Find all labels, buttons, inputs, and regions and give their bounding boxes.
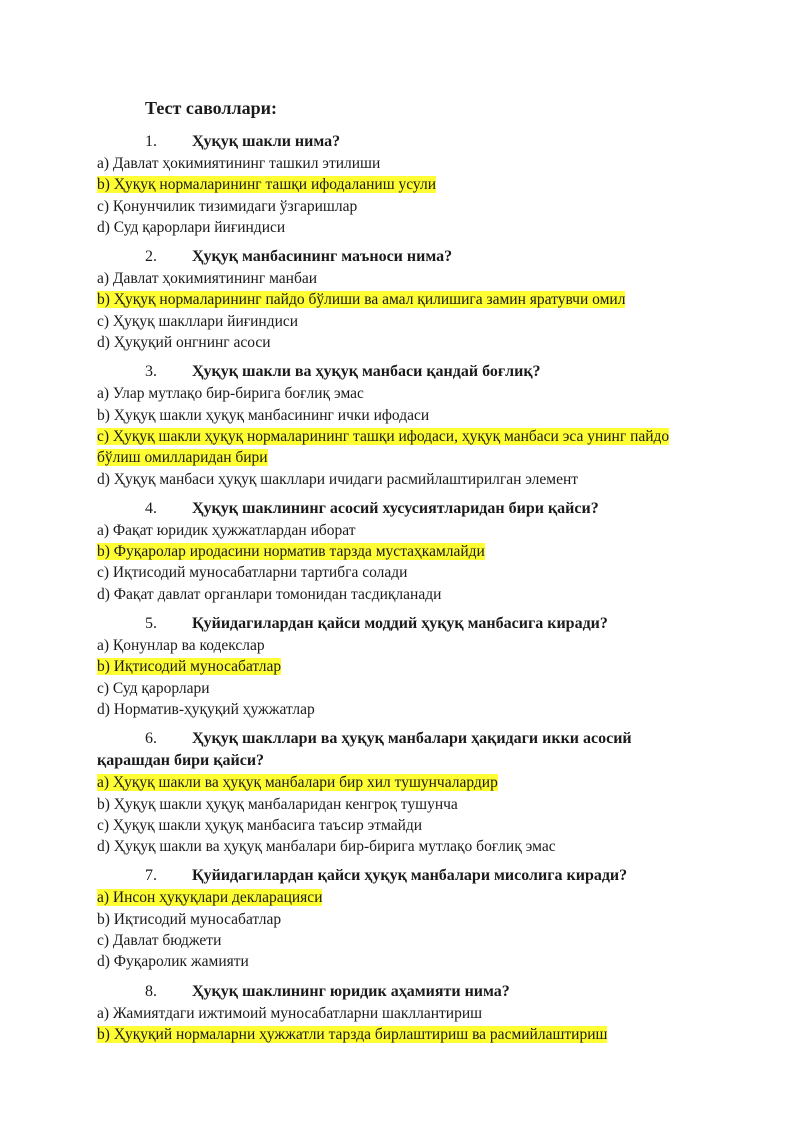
question-text: Ҳуқуқ шаклининг асосий хусусиятларидан бири қайси?	[192, 499, 599, 517]
answer-text: a) Жамиятдаги ижтимоий муносабатларни шакллантириш	[97, 1004, 483, 1022]
question-text: Ҳуқуқ шакли ва ҳуқуқ манбаси қандай боғлиқ?	[192, 363, 541, 381]
answer-option	[97, 196, 707, 217]
answer-text: b) Ҳуқуқий нормаларни ҳужжатли тарзда бирлаштириш ва расмийлаштириш	[97, 1025, 608, 1043]
answer-option-highlighted	[97, 772, 707, 793]
answer-text: d) Ҳуқуқий онгнинг асоси	[97, 334, 271, 352]
answer-text: c) Давлат бюджети	[97, 932, 222, 950]
answer-text: b) Ҳуқуқ шакли ҳуқуқ манбасининг ички ифодаси	[97, 406, 430, 424]
question-number: 4.	[145, 499, 157, 517]
answer-option-highlighted	[97, 887, 707, 908]
answer-text: d) Норматив-ҳуқуқий ҳужжатлар	[97, 700, 315, 718]
page-title: Тест саволлари:	[145, 98, 278, 118]
answer-text: a) Улар мутлақо бир-бирига боғлиқ эмас	[97, 385, 364, 403]
answer-option	[97, 311, 707, 332]
question-heading	[97, 246, 707, 268]
answer-option	[97, 469, 707, 490]
answer-option-highlighted	[97, 656, 707, 677]
answer-text: c) Ҳуқуқ шакли ҳуқуқ манбасига таъсир этмайди	[97, 816, 423, 834]
question-block	[97, 981, 707, 1046]
answer-option	[97, 268, 707, 289]
answer-text: a) Давлат ҳокимиятининг ташкил этилиши	[97, 155, 381, 172]
answer-text: d) Ҳуқуқ шакли ва ҳуқуқ манбалари бир-бирига мутлақо боғлиқ эмас	[97, 838, 556, 856]
question-heading	[97, 361, 707, 383]
question-text: Ҳуқуқ манбасининг маъноси нима?	[192, 248, 453, 266]
question-number: 7.	[145, 867, 157, 885]
answer-option	[97, 815, 707, 836]
answer-option-highlighted	[97, 289, 707, 310]
question-text: Ҳуқуқ шаклининг юридик аҳамияти нима?	[192, 982, 510, 1000]
question-heading	[97, 728, 707, 772]
question-number: 1.	[145, 133, 157, 150]
question-number: 5.	[145, 615, 157, 633]
question-block	[97, 865, 707, 972]
answer-text: b) Иқтисодий муносабатлар	[97, 910, 282, 928]
answer-option-highlighted	[97, 1024, 707, 1045]
answer-text: a) Инсон ҳуқуқлари декларацияси	[97, 889, 323, 907]
answer-text: a) Қонунлар ва кодекслар	[97, 637, 265, 655]
answer-text: b) Ҳуқуқ шакли ҳуқуқ манбаларидан кенгроқ тушунча	[97, 795, 458, 813]
answer-text: d) Фақат давлат органлари томонидан тасдиқланади	[97, 585, 442, 603]
answer-option	[97, 699, 707, 720]
question-block	[97, 361, 707, 489]
question-heading	[97, 613, 707, 635]
question-number: 3.	[145, 363, 157, 381]
question-text: Ҳуқуқ шакллари ва ҳуқуқ манбалари ҳақидаги икки асосий қарашдан бири қайси?	[97, 730, 632, 770]
answer-option	[97, 951, 707, 972]
answer-text: c) Иқтисодий муносабатларни тартибга солади	[97, 564, 408, 582]
answer-option	[97, 584, 707, 605]
answer-text: d) Ҳуқуқ манбаси ҳуқуқ шакллари ичидаги расмийлаштирилган элемент	[97, 470, 579, 488]
answer-text: c) Ҳуқуқ шакли ҳуқуқ нормаларининг ташқи ифодаси, ҳуқуқ манбаси эса унинг пайдо бўлиш омилларидан бири	[97, 427, 670, 467]
answer-text: d) Фуқаролик жамияти	[97, 953, 249, 971]
answer-text: c) Суд қарорлари	[97, 679, 210, 697]
answer-text: b) Фуқаролар иродасини норматив тарзда мустаҳкамлайди	[97, 543, 485, 561]
answer-text: a) Фақат юридик ҳужжатлардан иборат	[97, 521, 356, 539]
question-block	[97, 131, 707, 238]
question-text: Ҳуқуқ шакли нима?	[192, 133, 341, 150]
answer-option	[97, 635, 707, 656]
answer-option	[97, 909, 707, 930]
answer-text: b) Ҳуқуқ нормаларининг ташқи ифодаланиш усули	[97, 176, 437, 194]
answer-option	[97, 930, 707, 951]
answer-option	[97, 383, 707, 404]
question-number: 6.	[145, 730, 157, 748]
answer-text: b) Иқтисодий муносабатлар	[97, 658, 282, 676]
question-text: Қуйидагилардан қайси моддий ҳуқуқ манбасига киради?	[192, 615, 608, 633]
answer-text: a) Давлат ҳокимиятининг манбаи	[97, 270, 318, 288]
question-heading	[97, 131, 707, 153]
question-text: Қуйидагилардан қайси ҳуқуқ манбалари мисолига киради?	[192, 867, 628, 885]
answer-option	[97, 405, 707, 426]
question-number: 8.	[145, 982, 157, 1000]
answer-option	[97, 678, 707, 699]
test-document	[97, 96, 707, 1053]
answer-option-highlighted	[97, 426, 707, 469]
answer-option	[97, 153, 707, 174]
question-heading	[97, 865, 707, 887]
answer-option-highlighted	[97, 541, 707, 562]
answer-text: d) Суд қарорлари йиғиндиси	[97, 218, 286, 236]
question-heading	[97, 498, 707, 520]
question-heading	[97, 981, 707, 1003]
answer-text: c) Ҳуқуқ шакллари йиғиндиси	[97, 312, 299, 330]
answer-text: b) Ҳуқуқ нормаларининг пайдо бўлиши ва амал қилишига замин яратувчи омил	[97, 291, 626, 309]
answer-text: a) Ҳуқуқ шакли ва ҳуқуқ манбалари бир хил тушунчалардир	[97, 774, 498, 792]
answer-option	[97, 794, 707, 815]
answer-option	[97, 836, 707, 857]
answer-option	[97, 520, 707, 541]
question-block	[97, 728, 707, 857]
question-number: 2.	[145, 248, 157, 266]
question-block	[97, 613, 707, 720]
answer-option	[97, 217, 707, 238]
question-block	[97, 498, 707, 605]
answer-option	[97, 1003, 707, 1024]
answer-option	[97, 332, 707, 353]
answer-option-highlighted	[97, 174, 707, 195]
question-block	[97, 246, 707, 353]
answer-option	[97, 562, 707, 583]
answer-text: c) Қонунчилик тизимидаги ўзгаришлар	[97, 197, 358, 215]
question-list	[97, 131, 707, 1045]
